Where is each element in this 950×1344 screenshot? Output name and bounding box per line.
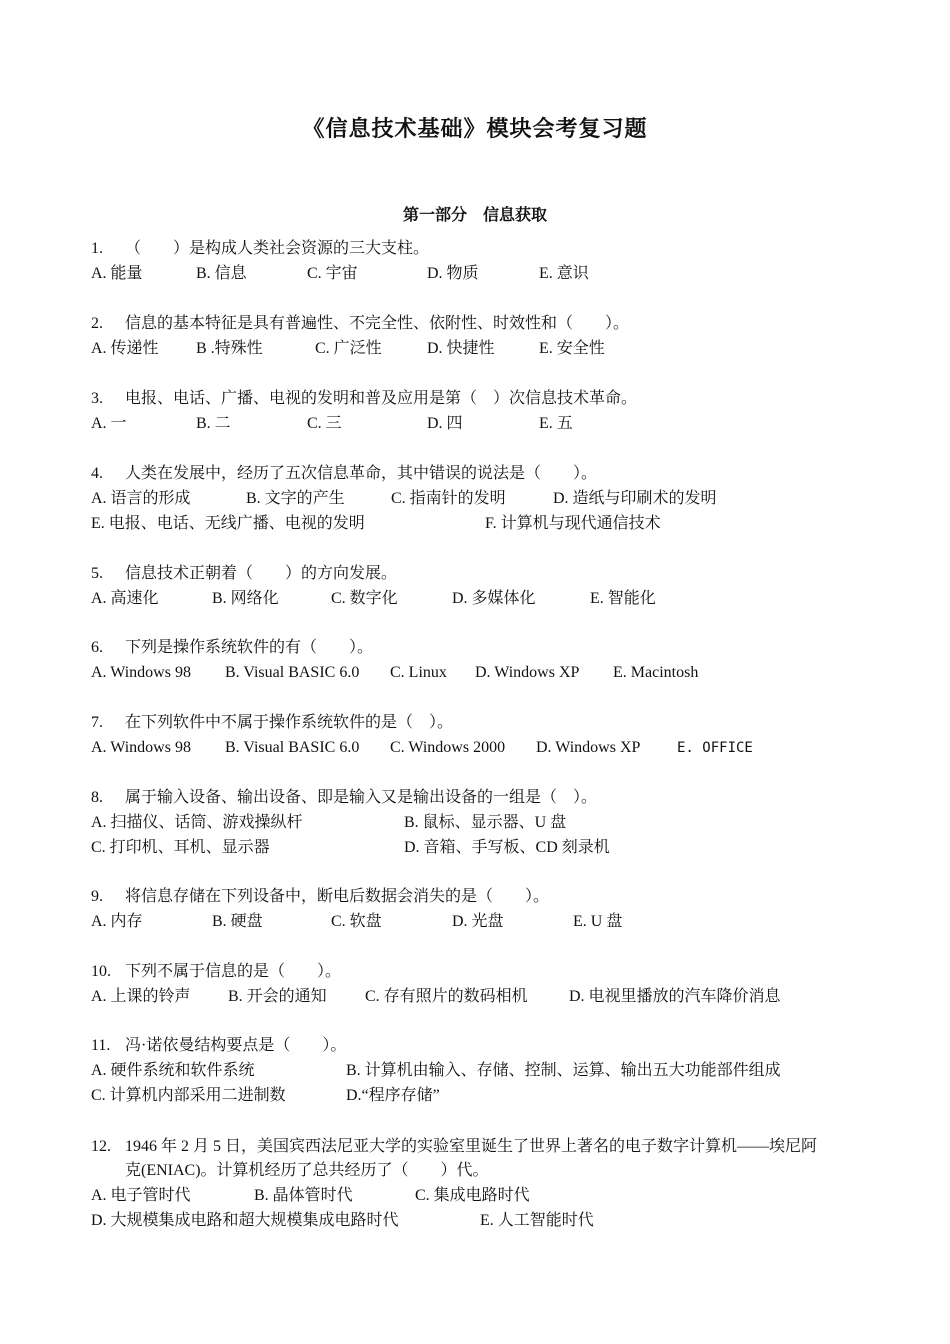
answer-option: C. 打印机、耳机、显示器 — [91, 839, 270, 856]
section-heading — [0, 202, 950, 225]
option-row — [91, 1210, 871, 1232]
answer-option: D. Windows XP — [536, 739, 641, 756]
answer-option: D. 电视里播放的汽车降价消息 — [569, 988, 781, 1005]
question-number: 2. — [91, 315, 103, 332]
option-row — [91, 413, 871, 435]
option-row — [91, 263, 871, 285]
question-stem: 下列不属于信息的是（ ）。 — [125, 963, 342, 980]
answer-option: A. 扫描仪、话筒、游戏操纵杆 — [91, 814, 303, 831]
question-stem: 属于输入设备、输出设备、即是输入又是输出设备的一组是（ ）。 — [125, 789, 598, 806]
question-text — [91, 787, 597, 809]
answer-option: E. 人工智能时代 — [480, 1212, 594, 1229]
answer-option: A. Windows 98 — [91, 739, 191, 756]
answer-option: A. 语言的形成 — [91, 490, 191, 507]
answer-option: C. 广泛性 — [315, 340, 382, 357]
answer-option: C. 指南针的发明 — [391, 490, 506, 507]
option-row — [91, 812, 871, 834]
answer-option: E. Macintosh — [613, 664, 699, 681]
question-stem: 1946 年 2 月 5 日，美国宾西法尼亚大学的实验室里诞生了世界上著名的电子数字计算机——埃尼阿 — [125, 1138, 818, 1155]
answer-option: D. 四 — [427, 415, 463, 432]
question-text — [91, 886, 549, 908]
answer-option: B. 开会的通知 — [228, 988, 327, 1005]
option-row — [91, 513, 871, 535]
option-row — [91, 588, 871, 610]
answer-option: E. 意识 — [539, 265, 589, 282]
question-text — [91, 388, 637, 410]
answer-option: C. 计算机内部采用二进制数 — [91, 1087, 286, 1104]
question-text — [91, 463, 597, 485]
section-name: 信息获取 — [483, 207, 548, 224]
question-stem: （ ）是构成人类社会资源的三大支柱。 — [125, 240, 430, 257]
answer-option: A. 高速化 — [91, 590, 159, 607]
answer-option: B .特殊性 — [196, 340, 263, 357]
option-row — [91, 1060, 871, 1082]
answer-option: C. 三 — [307, 415, 342, 432]
answer-option: A. 能量 — [91, 265, 143, 282]
question-stem: 冯·诺依曼结构要点是（ ）。 — [125, 1037, 347, 1054]
answer-option: D. 快捷性 — [427, 340, 495, 357]
question-number: 3. — [91, 390, 103, 407]
answer-option: C. 集成电路时代 — [415, 1187, 530, 1204]
question-stem: 电报、电话、广播、电视的发明和普及应用是第（ ）次信息技术革命。 — [125, 390, 638, 407]
answer-option: C. Windows 2000 — [390, 739, 506, 756]
answer-option: A. 内存 — [91, 913, 143, 930]
answer-option: B. 信息 — [196, 265, 247, 282]
answer-option: E. 安全性 — [539, 340, 605, 357]
option-row — [91, 662, 871, 684]
question-stem: 信息的基本特征是具有普遍性、不完全性、依附性、时效性和（ ）。 — [125, 315, 630, 332]
answer-option: A. 电子管时代 — [91, 1187, 191, 1204]
answer-option: E. U 盘 — [573, 913, 623, 930]
question-text-continued: 克(ENIAC)。计算机经历了总共经历了（ ）代。 — [125, 1162, 489, 1179]
answer-option: D. 多媒体化 — [452, 590, 536, 607]
answer-option: B. 网络化 — [212, 590, 279, 607]
question-number: 1. — [91, 240, 103, 257]
question-text — [91, 637, 373, 659]
answer-option: A. 一 — [91, 415, 127, 432]
document-title: 《信息技术基础》模块会考复习题 — [302, 116, 648, 141]
answer-option: C. Linux — [390, 664, 447, 681]
question-number: 9. — [91, 888, 103, 905]
question-text — [91, 961, 341, 983]
question-stem: 将信息存储在下列设备中，断电后数据会消失的是（ ）。 — [125, 888, 550, 905]
answer-option: B. 硬盘 — [212, 913, 263, 930]
question-text — [91, 712, 453, 734]
answer-option: D.“程序存储” — [346, 1087, 440, 1104]
answer-option: D. Windows XP — [475, 664, 580, 681]
question-text — [91, 1035, 346, 1057]
option-row — [91, 986, 871, 1008]
answer-option: E. 五 — [539, 415, 573, 432]
option-row — [91, 837, 871, 859]
answer-option: E. 智能化 — [590, 590, 656, 607]
answer-option: B. 计算机由输入、存储、控制、运算、输出五大功能部件组成 — [346, 1062, 781, 1079]
question-number: 10. — [91, 963, 111, 980]
answer-option: C. 软盘 — [331, 913, 382, 930]
question-stem: 下列是操作系统软件的有（ ）。 — [125, 639, 374, 656]
answer-option: A. 硬件系统和软件系统 — [91, 1062, 255, 1079]
question-text — [91, 563, 397, 585]
option-row — [91, 1185, 871, 1207]
answer-option: C. 数字化 — [331, 590, 398, 607]
answer-option: A. Windows 98 — [91, 664, 191, 681]
answer-option: C. 宇宙 — [307, 265, 358, 282]
answer-option: D. 物质 — [427, 265, 479, 282]
answer-option: E. OFFICE — [677, 740, 753, 756]
question-stem: 在下列软件中不属于操作系统软件的是（ ）。 — [125, 714, 454, 731]
question-text — [91, 1136, 817, 1158]
question-number: 8. — [91, 789, 103, 806]
option-row — [91, 488, 871, 510]
option-row — [91, 338, 871, 360]
question-text — [91, 238, 429, 260]
question-number: 12. — [91, 1138, 111, 1155]
question-number: 4. — [91, 465, 103, 482]
answer-option: D. 造纸与印刷术的发明 — [553, 490, 717, 507]
question-stem: 人类在发展中，经历了五次信息革命，其中错误的说法是（ ）。 — [125, 465, 598, 482]
answer-option: D. 大规模集成电路和超大规模集成电路时代 — [91, 1212, 399, 1229]
answer-option: C. 存有照片的数码相机 — [365, 988, 528, 1005]
answer-option: B. 二 — [196, 415, 231, 432]
answer-option: D. 音箱、手写板、CD 刻录机 — [404, 839, 610, 856]
answer-option: B. Visual BASIC 6.0 — [225, 664, 360, 681]
answer-option: A. 传递性 — [91, 340, 159, 357]
answer-option: B. 鼠标、显示器、U 盘 — [404, 814, 567, 831]
section-part: 第一部分 — [402, 207, 467, 224]
question-stem: 信息技术正朝着（ ）的方向发展。 — [125, 565, 398, 582]
option-row — [91, 1085, 871, 1107]
question-number: 5. — [91, 565, 103, 582]
answer-option: E. 电报、电话、无线广播、电视的发明 — [91, 515, 365, 532]
question-number: 11. — [91, 1037, 111, 1054]
answer-option: F. 计算机与现代通信技术 — [485, 515, 661, 532]
question-number: 6. — [91, 639, 103, 656]
answer-option: D. 光盘 — [452, 913, 504, 930]
option-row — [91, 737, 871, 759]
answer-option: B. 文字的产生 — [246, 490, 345, 507]
option-row — [91, 911, 871, 933]
answer-option: B. Visual BASIC 6.0 — [225, 739, 360, 756]
answer-option: A. 上课的铃声 — [91, 988, 191, 1005]
question-text — [91, 313, 629, 335]
answer-option: B. 晶体管时代 — [254, 1187, 353, 1204]
question-number: 7. — [91, 714, 103, 731]
